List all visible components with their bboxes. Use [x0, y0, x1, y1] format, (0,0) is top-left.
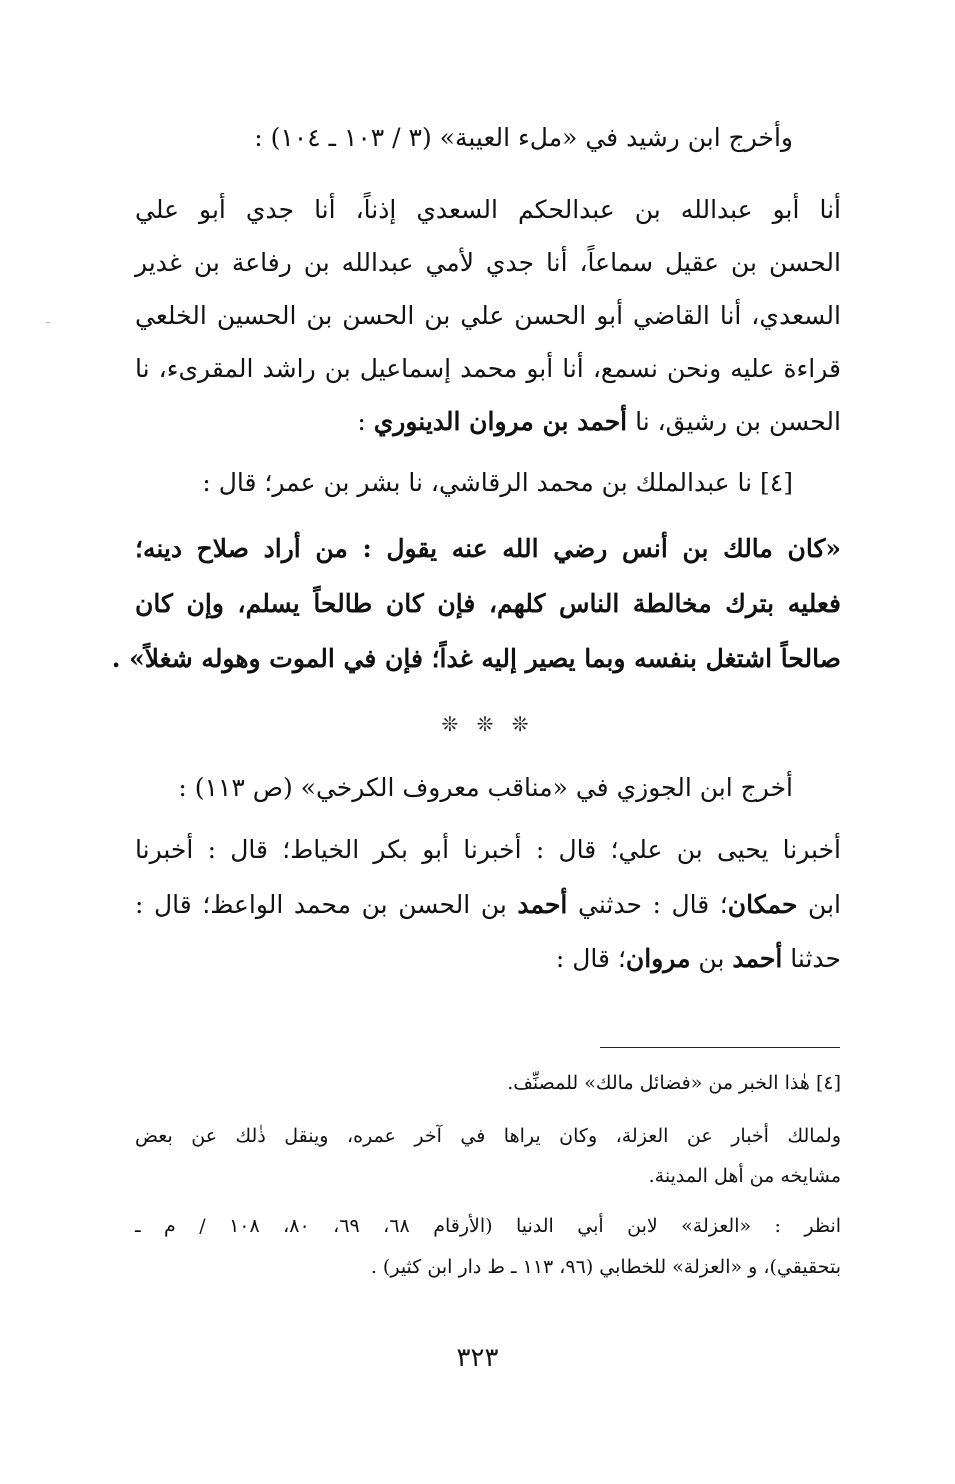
- section-separator: ❊ ❊ ❊: [441, 712, 535, 736]
- isnad2-line-3-pre: حدثنا: [782, 944, 841, 973]
- narrator-hamkan: حمكان: [727, 890, 798, 919]
- footnote-1: [٤] هٰذا الخبر من «فضائل مالك» للمصنِّف.: [507, 1072, 841, 1094]
- isnad-line-4: قراءة عليه ونحن نسمع، أنا أبو محمد إسماعيل بن راشد المقرىء، نا: [135, 354, 841, 383]
- isnad2-line-2-mid: ؛ قال : حدثني: [567, 890, 728, 919]
- isnad-line-1: أنا أبو عبدالله بن عبدالحكم السعدي إذناً، أنا جدي أبو علي: [135, 195, 841, 224]
- narrator-ahmad-2: أحمد: [732, 944, 783, 973]
- isnad-line-5-post: :: [357, 407, 374, 436]
- isnad-line-5-pre: الحسن بن رشيق، نا: [627, 407, 841, 436]
- footnotes: [111, 0, 842, 1300]
- isnad-line-2: الحسن بن عقيل سماعاً، أنا جدي لأمي عبدالله بن رفاعة بن غدير: [135, 248, 841, 277]
- isnad-line-3: السعدي، أنا القاضي أبو الحسن علي بن الحسن بن الحسين الخلعي: [135, 301, 841, 330]
- narrator-marwan: مروان: [625, 944, 691, 973]
- margin-mark: [46, 322, 50, 323]
- heading-ibn-al-jawzi: أخرج ابن الجوزي في «مناقب معروف الكرخي» (ص ١١٣) :: [178, 773, 793, 802]
- page-number: ٣٢٣: [456, 1343, 499, 1373]
- footnote-2-line-2: مشايخه من أهل المدينة.: [648, 1165, 841, 1187]
- footnote-3-line-1: انظر : «العزلة» لابن أبي الدنيا (الأرقام ٦٨، ٦٩، ٨٠، ١٠٨ / م ـ: [135, 1215, 842, 1237]
- footnote-2-line-1: ولمالك أخبار عن العزلة، وكان يراها في آخر عمره، وينقل ذٰلك عن بعض: [135, 1125, 841, 1147]
- quote-line-3: صالحاً اشتغل بنفسه وبما يصير إليه غداً؛ فإن في الموت وهوله شغلاً» .: [111, 644, 841, 673]
- isnad2-line-2-pre: ابن: [797, 890, 841, 919]
- quote-line-2: فعليه بترك مخالطة الناس كلهم، فإن كان طالحاً يسلم، وإن كان: [135, 589, 841, 618]
- isnad2-line-1: أخبرنا يحيى بن علي؛ قال : أخبرنا أبو بكر الخياط؛ قال : أخبرنا: [135, 835, 841, 864]
- narrator-ahmad: أحمد: [517, 890, 568, 919]
- heading-ibn-rushayd: وأخرج ابن رشيد في «ملء العيبة» (٣ / ١٠٣ ـ ١٠٤) :: [254, 123, 793, 152]
- narrator-ahmad-ibn-marwan: أحمد بن مروان الدينوري: [373, 407, 628, 436]
- isnad2-line-3-post: ؛ قال :: [555, 944, 626, 973]
- footnote-3-line-2: بتحقيقي)، و «العزلة» للخطابي (٩٦، ١١٣ ـ ط دار ابن كثير) .: [370, 1256, 841, 1278]
- quote-line-1: «كان مالك بن أنس رضي الله عنه يقول : من أراد صلاح دينه؛: [135, 534, 841, 563]
- item-4-isnad: [٤] نا عبدالملك بن محمد الرقاشي، نا بشر بن عمر؛ قال :: [202, 468, 793, 497]
- isnad2-line-3-mid: بن: [690, 944, 733, 973]
- isnad2-line-2-post: بن الحسن بن محمد الواعظ؛ قال :: [135, 890, 518, 919]
